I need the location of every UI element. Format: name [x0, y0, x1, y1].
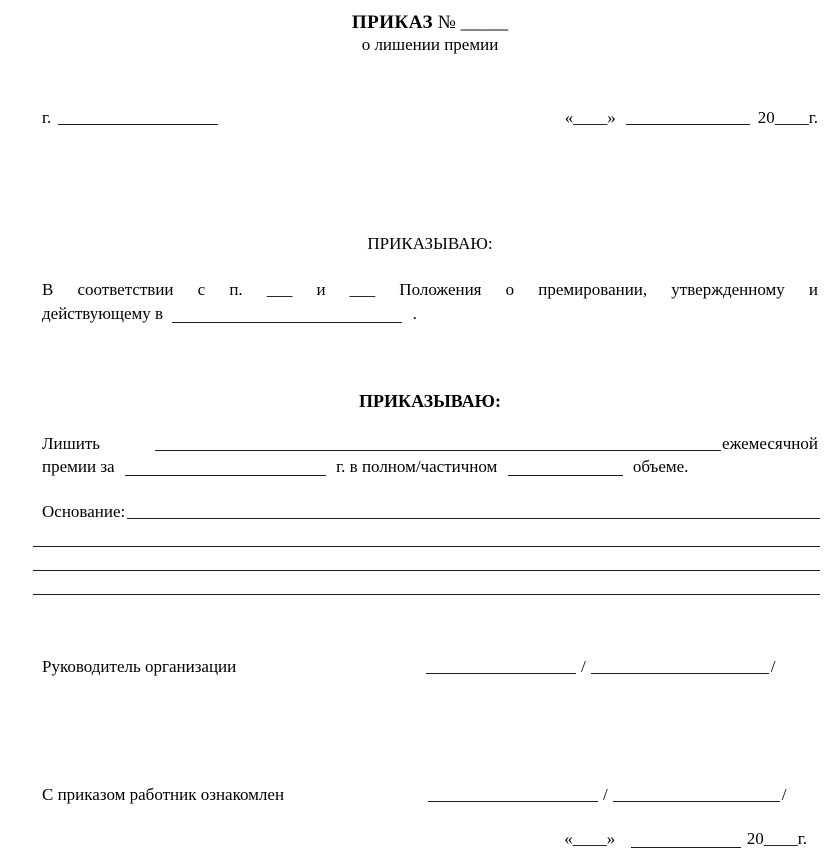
city-label: г.	[42, 108, 52, 127]
worker-label: С приказом работник ознакомлен	[42, 785, 285, 804]
period-blank-line	[125, 475, 326, 476]
organization-blank-line	[172, 322, 402, 323]
director-slash-close: /	[770, 657, 776, 676]
preamble-line2	[42, 302, 818, 326]
preamble-line2-prefix: действующему в	[42, 304, 164, 323]
worker-name-blank-line	[613, 801, 780, 802]
footer-date-row	[42, 827, 818, 850]
preamble-period: .	[412, 304, 417, 323]
basis-blank-line-3	[33, 547, 820, 571]
title-number: № _____	[437, 12, 509, 33]
title-block	[42, 12, 818, 56]
worker-signature-blank-line	[428, 801, 598, 802]
director-signature-blank-line	[426, 673, 576, 674]
worker-slash-open: /	[603, 785, 608, 804]
basis-label: Основание:	[42, 502, 126, 521]
order-heading: ПРИКАЗЫВАЮ:	[359, 391, 501, 411]
date-year-label: 20____г.	[757, 108, 818, 127]
deprive-line2	[42, 455, 818, 478]
basis-blank-line-4	[33, 571, 820, 595]
premium-suffix: объеме.	[632, 457, 689, 476]
director-signature-row	[42, 655, 818, 678]
document-subtitle: о лишении премии	[361, 35, 499, 54]
footer-month-blank-line	[631, 847, 741, 848]
director-slash-open: /	[581, 657, 586, 676]
basis-row	[42, 500, 818, 523]
footer-day-quoted: «____»	[564, 829, 616, 848]
deprive-label: Лишить	[42, 434, 100, 453]
deprive-line1	[42, 432, 818, 455]
title-order-word: ПРИКАЗ	[351, 12, 434, 33]
document-title	[42, 12, 818, 34]
date-month-blank-line	[626, 124, 750, 125]
monthly-label: ежемесячной	[722, 434, 818, 453]
preamble-line1: В соответствии с п. ___ и ___ Положения о премировании, утвержденному и	[42, 280, 818, 299]
preamble-paragraph	[42, 278, 818, 326]
worker-signature-row	[42, 783, 818, 806]
employee-name-blank-line	[155, 450, 721, 451]
preamble-heading: ПРИКАЗЫВАЮ:	[367, 234, 493, 253]
director-label: Руководитель организации	[42, 657, 237, 676]
date-day-quoted: «____»	[564, 108, 616, 127]
city-blank-line	[58, 124, 218, 125]
footer-year-label: 20____г.	[746, 829, 807, 848]
amount-blank-line	[508, 475, 623, 476]
place-date-row	[42, 106, 818, 129]
worker-slash-close: /	[781, 785, 787, 804]
basis-blank-line-2	[33, 523, 820, 547]
basis-blank-line-1	[127, 518, 820, 519]
director-name-blank-line	[591, 673, 769, 674]
premium-prefix: премии за	[42, 457, 115, 476]
premium-middle: г. в полном/частичном	[336, 457, 498, 476]
